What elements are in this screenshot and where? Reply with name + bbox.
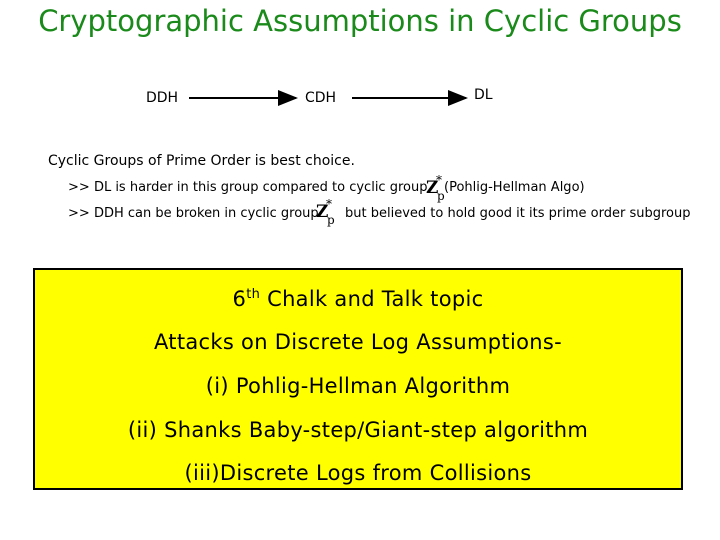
bullet-text: DL is harder in this group compared to cyclic group: [93, 180, 428, 195]
topic-item-2: (ii) Shanks Baby-step/Giant-step algorithm: [127, 418, 589, 442]
slide-title: Cryptographic Assumptions in Cyclic Groups: [38, 4, 682, 38]
bullet-ddh-broken: [68, 206, 319, 221]
topic-heading: 6th Chalk and Talk topic: [232, 287, 484, 311]
topic-subtitle: Attacks on Discrete Log Assumptions-: [154, 330, 562, 354]
zp-star-symbol: Z * p: [316, 197, 335, 227]
bullet-text: DDH can be broken in cyclic group: [93, 206, 319, 221]
bullet-ddh-note: but believed to hold good it its prime order subgroup: [345, 206, 691, 221]
intro-text: Cyclic Groups of Prime Order is best choice.: [48, 153, 355, 169]
bullet-dl-harder: [68, 180, 427, 195]
topic-box: [33, 268, 683, 490]
bullet-marker: >>: [68, 180, 90, 195]
bullet-dl-note: (Pohlig-Hellman Algo): [444, 180, 585, 195]
topic-item-1: (i) Pohlig-Hellman Algorithm: [205, 374, 511, 398]
bullet-marker: >>: [68, 206, 90, 221]
node-ddh: DDH: [146, 90, 179, 106]
node-dl: DL: [474, 87, 493, 103]
node-cdh: CDH: [305, 90, 337, 106]
zp-star-symbol: Z * p: [426, 173, 445, 203]
topic-item-3: (iii)Discrete Logs from Collisions: [184, 461, 532, 485]
